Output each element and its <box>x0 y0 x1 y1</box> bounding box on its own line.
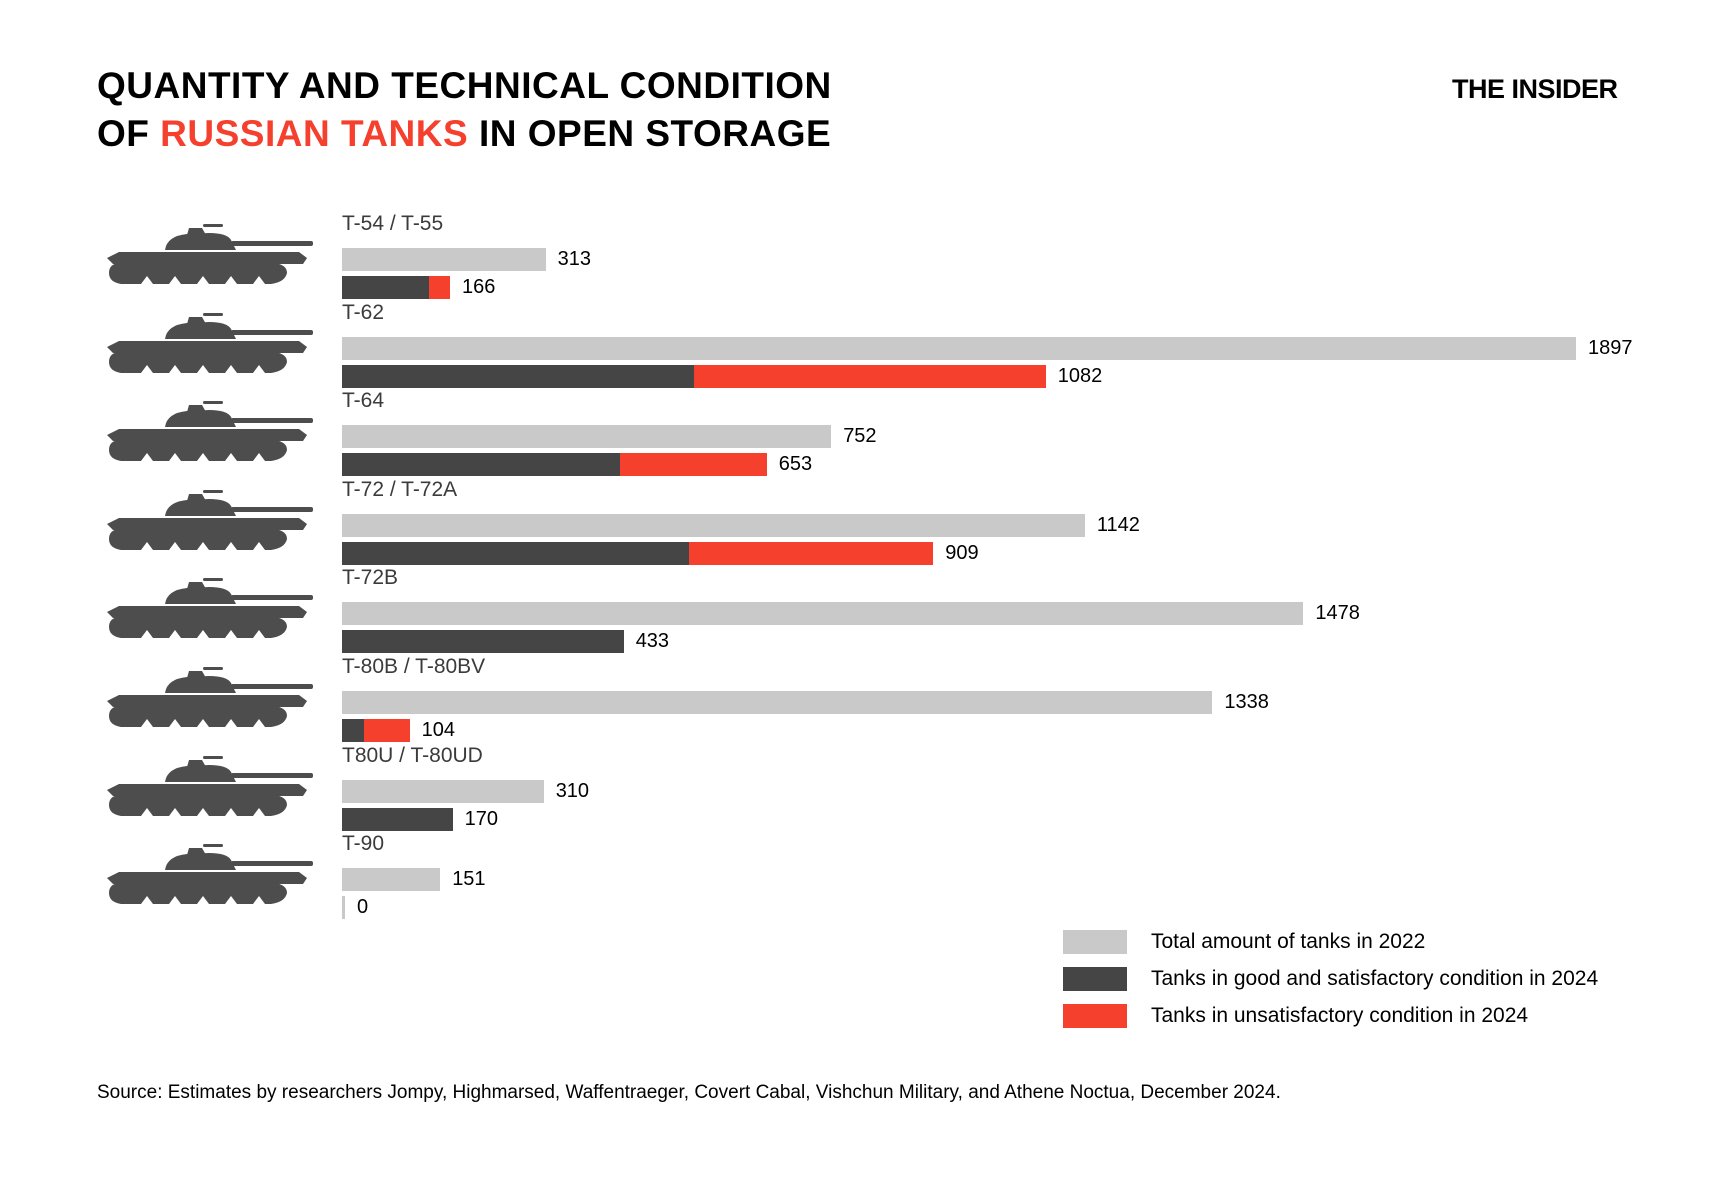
bar-unsatisfactory-2024 <box>620 453 767 476</box>
bar-total-2022 <box>342 868 440 891</box>
bar-line-total-2022 <box>342 337 1633 360</box>
bar-line-condition-2024 <box>342 719 455 742</box>
tank-icon-t-64 <box>97 395 319 469</box>
tank-icon-t-90 <box>97 838 319 912</box>
bar-line-total-2022 <box>342 868 486 891</box>
value-label-2024: 653 <box>778 453 813 475</box>
value-label-2024: 170 <box>464 808 498 830</box>
page-title-line2: OF RUSSIAN TANKS IN OPEN STORAGE <box>97 113 832 154</box>
legend-item-unsat-2024 <box>1063 1004 1598 1028</box>
bar-good-2024 <box>342 453 620 476</box>
tank-row-t-90 <box>95 832 1695 921</box>
tank-icon-t-72b <box>97 572 319 646</box>
bar-total-2022 <box>342 425 831 448</box>
tank-icon-t-72-t-72a <box>97 484 319 558</box>
bar-total-2022 <box>342 780 544 803</box>
bar-total-2022 <box>342 602 1303 625</box>
legend-label: Tanks in good and satisfactory condition in 2024 <box>1151 967 1599 990</box>
value-label-2022: 1338 <box>1224 691 1269 713</box>
tank-row-t-54-t-55 <box>95 212 1695 301</box>
bar-line-condition-2024 <box>342 896 368 919</box>
bar-line-condition-2024 <box>342 365 1102 388</box>
source-line: Source: Estimates by researchers Jompy, Highmarsed, Waffentraeger, Covert Cabal, Vishchun Military, and Athene Noctua, December 2024. <box>97 1082 1281 1103</box>
tank-icon-t-54-t-55 <box>97 218 319 292</box>
tank-icon-t-62 <box>97 307 319 381</box>
tank-model-label: T-90 <box>342 832 385 855</box>
tank-icon-t80u-t-80ud <box>97 750 319 824</box>
value-label-2024: 104 <box>421 719 455 741</box>
tank-row-t-64 <box>95 389 1695 478</box>
bar-line-condition-2024 <box>342 453 812 476</box>
value-label-2022: 752 <box>843 425 877 447</box>
bar-line-total-2022 <box>342 514 1140 537</box>
page-title <box>97 62 832 158</box>
legend-label: Total amount of tanks in 2022 <box>1151 930 1426 953</box>
tank-model-label: T80U / T-80UD <box>342 744 483 767</box>
legend-item-total-2022 <box>1063 930 1598 954</box>
bar-total-2022 <box>342 248 546 271</box>
value-label-2022: 1142 <box>1096 514 1140 536</box>
bar-line-total-2022 <box>342 425 877 448</box>
bar-unsatisfactory-2024 <box>694 365 1046 388</box>
bar-line-condition-2024 <box>342 630 669 653</box>
bar-line-total-2022 <box>342 602 1360 625</box>
value-label-2024: 909 <box>945 542 979 564</box>
bar-good-2024 <box>342 719 364 742</box>
bar-total-2022 <box>342 514 1085 537</box>
tank-row-t-72-t-72a <box>95 478 1695 567</box>
bar-zero-tick <box>342 896 345 919</box>
tank-model-label: T-80B / T-80BV <box>342 655 486 678</box>
value-label-2022: 310 <box>555 780 590 802</box>
legend-swatch-total-2022 <box>1063 930 1127 954</box>
bar-line-condition-2024 <box>342 542 979 565</box>
tank-model-label: T-64 <box>342 389 385 412</box>
bar-line-total-2022 <box>342 691 1269 714</box>
tank-model-label: T-62 <box>342 301 385 324</box>
bar-line-condition-2024 <box>342 808 498 831</box>
tank-row-t-80b-t-80bv <box>95 655 1695 744</box>
page-title-line1: QUANTITY AND TECHNICAL CONDITION <box>97 65 832 106</box>
legend-swatch-unsat-2024 <box>1063 1004 1127 1028</box>
bar-good-2024 <box>342 630 624 653</box>
tank-row-t80u-t-80ud <box>95 744 1695 833</box>
tank-model-label: T-54 / T-55 <box>342 212 444 235</box>
bar-total-2022 <box>342 337 1576 360</box>
tank-row-t-62 <box>95 301 1695 390</box>
tank-icon-t-80b-t-80bv <box>97 661 319 735</box>
bar-line-total-2022 <box>342 780 589 803</box>
bar-good-2024 <box>342 365 694 388</box>
tank-bar-chart <box>95 212 1695 928</box>
bar-line-total-2022 <box>342 248 591 271</box>
value-label-2024: 1082 <box>1057 365 1103 387</box>
bar-good-2024 <box>342 808 453 831</box>
value-label-2024: 433 <box>635 630 670 652</box>
bar-unsatisfactory-2024 <box>364 719 410 742</box>
value-label-2022: 1897 <box>1588 337 1633 359</box>
value-label-2022: 151 <box>452 868 486 890</box>
bar-line-condition-2024 <box>342 276 495 299</box>
value-label-2022: 1478 <box>1315 602 1360 624</box>
bar-unsatisfactory-2024 <box>429 276 451 299</box>
bar-good-2024 <box>342 276 429 299</box>
bar-total-2022 <box>342 691 1212 714</box>
bar-good-2024 <box>342 542 689 565</box>
page-title-highlight: RUSSIAN TANKS <box>160 113 469 154</box>
tank-model-label: T-72 / T-72A <box>342 478 458 501</box>
legend-swatch-good-2024 <box>1063 967 1127 991</box>
value-label-2024: 166 <box>462 276 496 298</box>
tank-row-t-72b <box>95 566 1695 655</box>
chart-legend <box>1063 930 1598 1041</box>
value-label-2024: 0 <box>357 896 369 918</box>
legend-item-good-2024 <box>1063 967 1598 991</box>
legend-label: Tanks in unsatisfactory condition in 2024 <box>1151 1004 1529 1027</box>
the-insider-logo: THE INSIDER <box>1452 74 1618 104</box>
bar-unsatisfactory-2024 <box>689 542 934 565</box>
value-label-2022: 313 <box>557 248 591 270</box>
tank-model-label: T-72B <box>342 566 399 589</box>
